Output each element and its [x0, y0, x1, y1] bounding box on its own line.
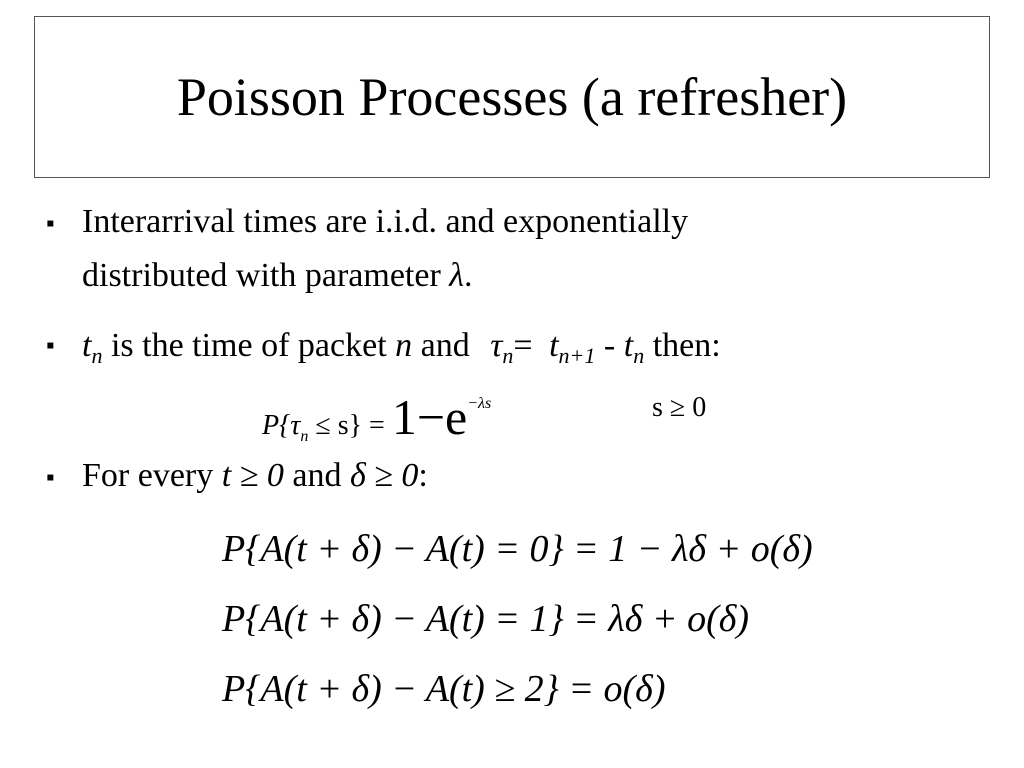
equation-2: P{A(t + δ) − A(t) = 1} = λδ + o(δ) — [222, 598, 750, 640]
t2-var: t — [549, 327, 559, 364]
formula-condition: s ≥ 0 — [652, 392, 707, 423]
slide-title: Poisson Processes (a refresher) — [176, 67, 848, 127]
t2-sub: n+1 — [558, 343, 596, 368]
bullet-1-line-2 — [82, 250, 473, 301]
bullet-2-text: is the time of packet — [102, 327, 396, 364]
formula-one-minus-e: 1−e — [391, 389, 468, 445]
t3-sub: n — [633, 343, 645, 368]
exponential-formula — [262, 389, 492, 445]
equals-sign: = — [513, 327, 542, 364]
bullet-marker-2: ▪ — [46, 333, 55, 359]
bullet-3-and: and — [283, 457, 350, 494]
bullet-2-and: and — [412, 327, 479, 364]
formula-lhs-rest: ≤ s} = — [308, 410, 392, 441]
t-sub: n — [91, 343, 103, 368]
formula-lhs: P{τ — [262, 410, 301, 441]
bullet-2-line — [82, 320, 721, 371]
bullet-1-text: distributed with parameter — [82, 257, 450, 294]
minus-sign: - — [595, 327, 624, 364]
bullet-3-line — [82, 450, 428, 501]
t3-var: t — [623, 327, 634, 364]
equation-3: P{A(t + δ) − A(t) ≥ 2} = o(δ) — [222, 668, 666, 710]
lambda-symbol: λ — [449, 257, 465, 294]
bullet-marker-1: ▪ — [46, 211, 55, 237]
bullet-3-text: For every — [82, 457, 222, 494]
n-var: n — [395, 327, 413, 364]
tau-var: τ — [490, 327, 503, 364]
delta-condition: δ ≥ 0 — [349, 457, 419, 494]
bullet-1-period: . — [464, 257, 473, 294]
bullet-marker-3: ▪ — [46, 465, 55, 491]
bullet-1-line-1: Interarrival times are i.i.d. and exponentially — [82, 203, 689, 240]
equation-1: P{A(t + δ) − A(t) = 0} = 1 − λδ + o(δ) — [222, 528, 813, 570]
bullet-3-colon: : — [418, 457, 428, 494]
t-condition: t ≥ 0 — [221, 457, 284, 494]
t-var: t — [82, 327, 92, 364]
tau-sub: n — [502, 343, 514, 368]
title-box — [34, 16, 990, 178]
bullet-2-then: then: — [644, 327, 721, 364]
formula-exponent: −λs — [467, 395, 492, 412]
formula-lhs-sub: n — [300, 428, 309, 445]
